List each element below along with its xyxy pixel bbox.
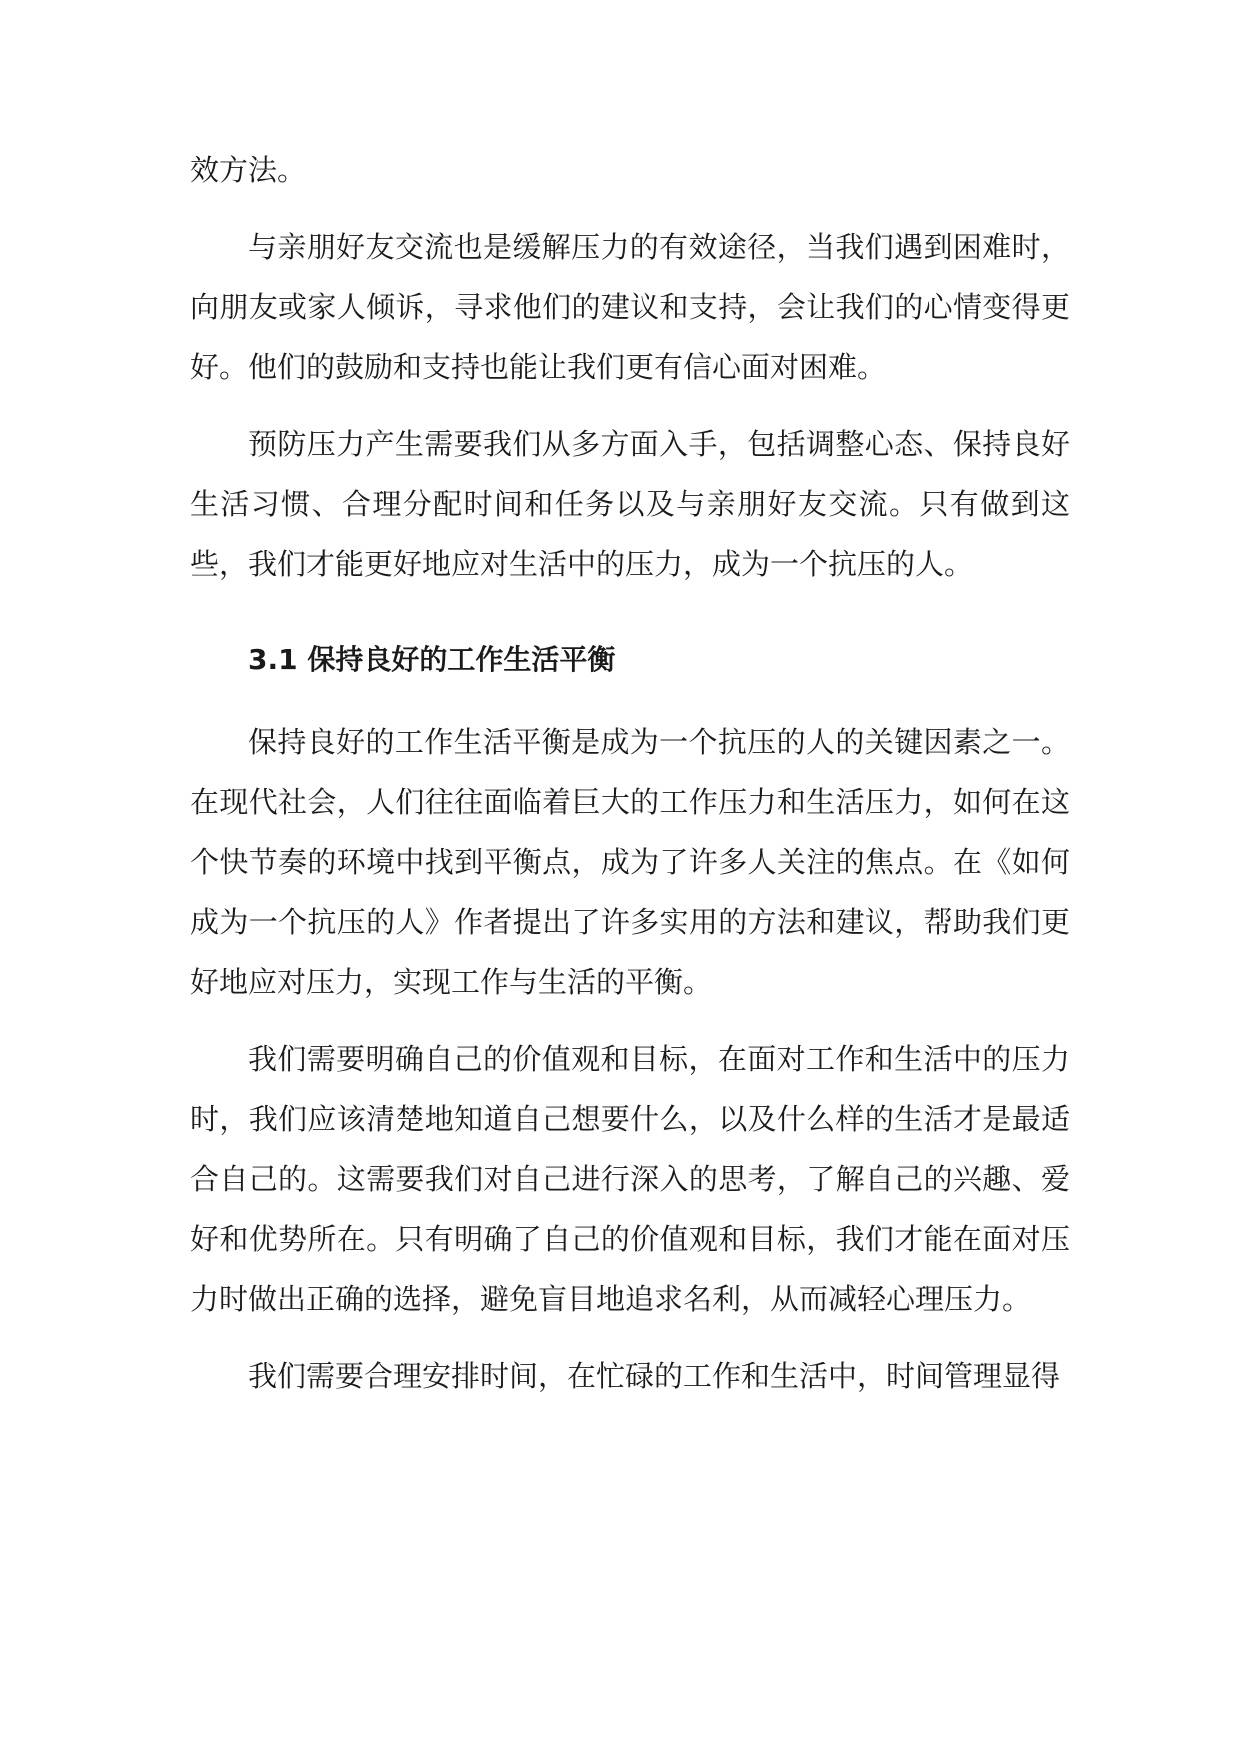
paragraph: 预防压力产生需要我们从多方面入手，包括调整心态、保持良好生活习惯、合理分配时间和任务以及与亲朋好友交流。只有做到这些，我们才能更好地应对生活中的压力，成为一个抗压的人。 (190, 427, 1070, 581)
paragraph: 我们需要明确自己的价值观和目标，在面对工作和生活中的压力时，我们应该清楚地知道自己想要什么，以及什么样的生活才是最适合自己的。这需要我们对自己进行深入的思考，了解自己的兴趣、爱好和优势所在。只有明确了自己的价值观和目标，我们才能在面对压力时做出正确的选择，避免盲目地追求名利，从而减轻心理压力。 (190, 1042, 1070, 1316)
paragraph-continued: 效方法。 (190, 153, 307, 187)
paragraph: 我们需要合理安排时间，在忙碌的工作和生活中，时间管理显得 (248, 1359, 1061, 1393)
document-body (190, 140, 1070, 1423)
paragraph: 与亲朋好友交流也是缓解压力的有效途径，当我们遇到困难时，向朋友或家人倾诉，寻求他们的建议和支持，会让我们的心情变得更好。他们的鼓励和支持也能让我们更有信心面对困难。 (190, 230, 1070, 384)
section-heading: 3.1 保持良好的工作生活平衡 (248, 643, 616, 676)
paragraph: 保持良好的工作生活平衡是成为一个抗压的人的关键因素之一。在现代社会，人们往往面临着巨大的工作压力和生活压力，如何在这个快节奏的环境中找到平衡点，成为了许多人关注的焦点。在《如何成为一个抗压的人》作者提出了许多实用的方法和建议，帮助我们更好地应对压力，实现工作与生活的平衡。 (190, 725, 1070, 999)
